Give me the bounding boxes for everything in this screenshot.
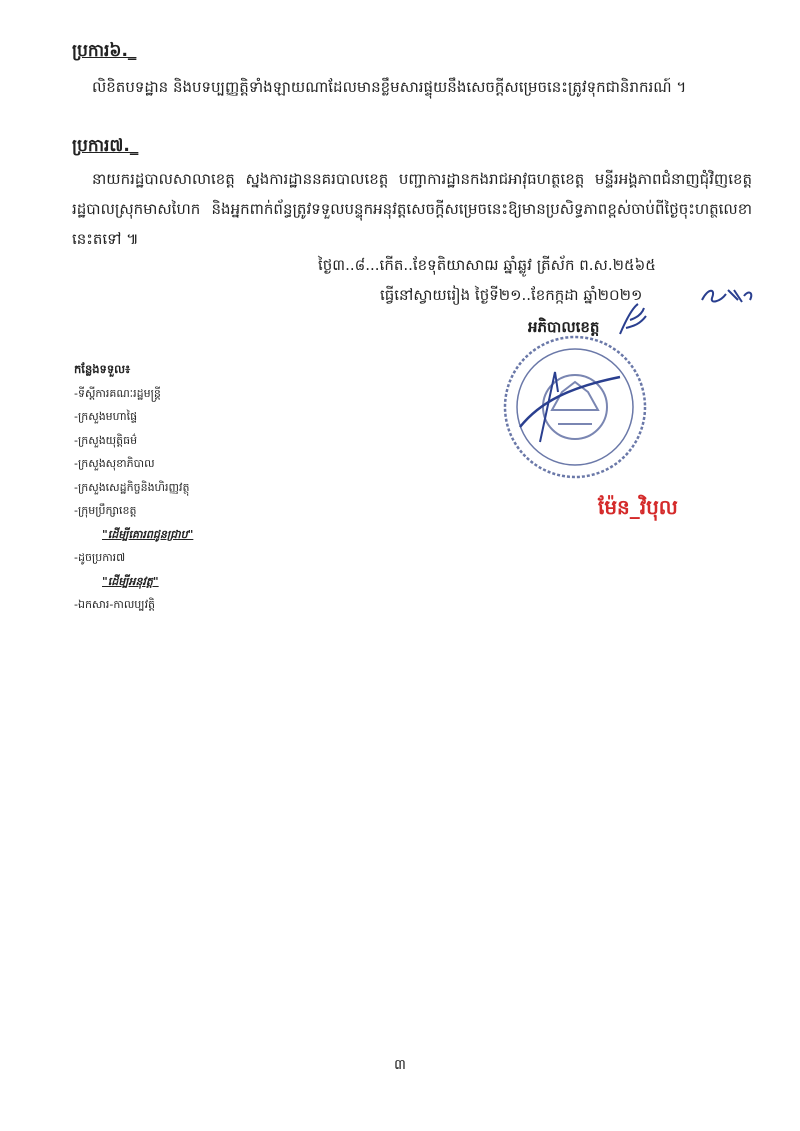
recipient-item: -ក្រសួងសុខាភិបាល xyxy=(74,457,155,470)
recipients-heading: កន្លែងទទួល៖ xyxy=(74,362,131,376)
recipient-item: -ក្រសួងយុត្តិធម៌ xyxy=(74,433,138,447)
signer-name: ម៉ែន_វិបុល xyxy=(598,495,678,519)
page-number: ៣ xyxy=(394,1057,406,1073)
article-6-text xyxy=(72,72,752,102)
article-7-text xyxy=(72,164,752,254)
article-7-heading: ប្រការ៧._ xyxy=(72,136,139,156)
recipients-subheading-implement: "ដើម្បីអនុវត្ត" xyxy=(102,574,159,588)
recipient-item: -ក្រសួងសេដ្ឋកិច្ចនិងហិរញ្ញវត្ថុ xyxy=(74,480,190,494)
recipients-subheading-inform: "ដើម្បីគោរពជូនជ្រាប" xyxy=(102,527,194,541)
lunar-date: ថ្ងៃ៣..៨...កើត..ខែទុតិយាសាឍ ឆ្នាំឆ្លូវ ត្រីស័ក ព.ស.២៥៦៥ xyxy=(318,256,656,274)
recipient-item: -ក្រុមប្រឹក្សាខេត្ត xyxy=(74,504,137,517)
signer-title: អភិបាលខេត្ត xyxy=(528,318,600,336)
article-6-heading: ប្រការ៦._ xyxy=(72,41,137,61)
recipient-item: -ដូចប្រការ៧ xyxy=(74,551,126,564)
solar-date: ធ្វើនៅស្វាយរៀង ថ្ងៃទី២១..ខែកក្កដា ឆ្នាំ២០២១ xyxy=(380,286,643,304)
recipients-list xyxy=(74,358,193,617)
recipient-item: -ទីស្តីការគណៈរដ្ឋមន្ត្រី xyxy=(74,386,161,400)
article-7-body: នាយករដ្ឋបាលសាលាខេត្ត ស្នងការដ្ឋាននគរបាលខេត្ត បញ្ជាការដ្ឋានកងរាជអាវុធហត្ថខេត្ត មន្ទីរអង្គភាពជំនាញជុំវិញខេត្ត រដ្ឋបាលស្រុកមាសហៃក និងអ្នកពាក់ព័ន្ធត្រូវទទួលបន្ទុកអនុវត្តសេចក្តីសម្រេចនេះឱ្យមានប្រសិទ្ធភាពខ្ពស់ចាប់ពីថ្ងៃចុះហត្ថលេខានេះតទៅ ៕ xyxy=(72,170,752,248)
recipient-item: -ក្រសួងមហាផ្ទៃ xyxy=(74,410,138,423)
recipient-item: -ឯកសារ-កាលប្បវត្តិ xyxy=(74,598,156,611)
official-seal xyxy=(500,332,650,482)
handwritten-initial-mark xyxy=(698,282,758,308)
article-6-body: លិខិតបទដ្ឋាន និងបទប្បញ្ញត្តិទាំងឡាយណាដែលមានខ្លឹមសារផ្ទុយនឹងសេចក្តីសម្រេចនេះត្រូវទុកជានិរាករណ៍ ។ xyxy=(92,78,687,96)
